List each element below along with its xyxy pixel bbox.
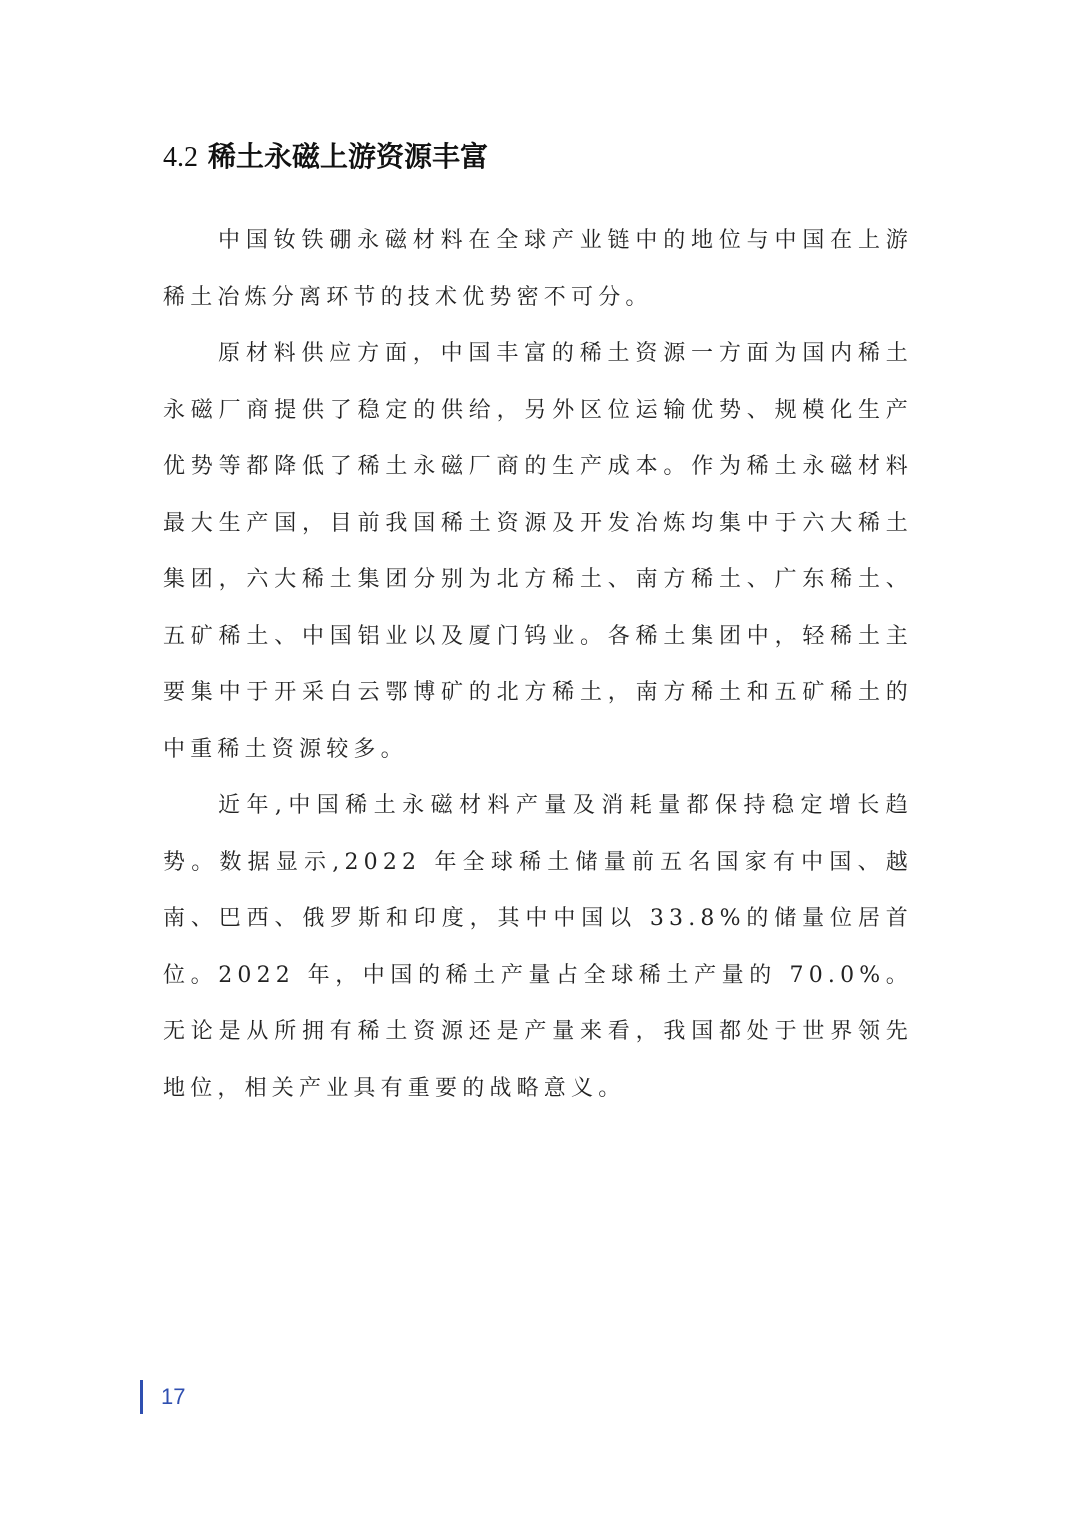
page-footer [140, 1380, 185, 1414]
paragraph-1: 中国钕铁硼永磁材料在全球产业链中的地位与中国在上游稀土冶炼分离环节的技术优势密不可分。 [163, 228, 913, 310]
paragraph-2: 原材料供应方面，中国丰富的稀土资源一方面为国内稀土永磁厂商提供了稳定的供给，另外区位运输优势、规模化生产优势等都降低了稀土永磁厂商的生产成本。作为稀土永磁材料最大生产国，目前我国稀土资源及开发冶炼均集中于六大稀土集团，六大稀土集团分别为北方稀土、南方稀土、广东稀土、五矿稀土、中国铝业以及厦门钨业。各稀土集团中，轻稀土主要集中于开采白云鄂博矿的北方稀土，南方稀土和五矿稀土的中重稀土资源较多。 [163, 341, 913, 762]
page-number: 17 [161, 1384, 186, 1409]
page-number-bar [140, 1380, 143, 1414]
body-text [163, 213, 913, 1117]
paragraph-3: 近年,中国稀土永磁材料产量及消耗量都保持稳定增长趋势。数据显示,2022 年全球稀土储量前五名国家有中国、越南、巴西、俄罗斯和印度，其中中国以 33.8%的储量位居首位。2022 年，中国的稀土产量占全球稀土产量的 70.0%。无论是从所拥有稀土资源还是产量来看，我国都处于世界领先地位，相关产业具有重要的战略意义。 [163, 793, 913, 1101]
section-heading [163, 138, 488, 178]
section-number: 4.2 [163, 142, 198, 173]
section-title: 稀土永磁上游资源丰富 [208, 142, 489, 173]
